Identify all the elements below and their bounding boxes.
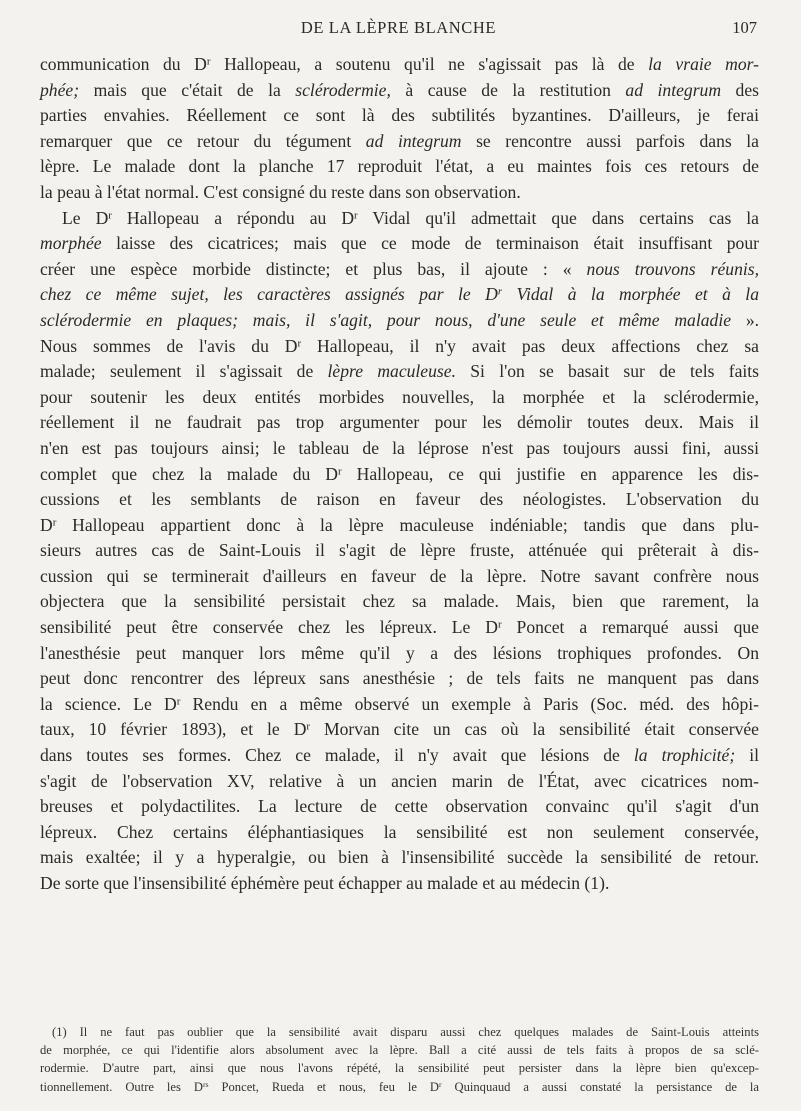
text-line: [40, 410, 759, 436]
text-run: Hallopeau appartient donc à la lèpre maculeuse indéniable; tandis que dans plu-: [56, 514, 759, 535]
text-run: Hallopeau a répondu au D: [111, 207, 355, 228]
text-run: des: [721, 79, 759, 100]
superscript: r: [497, 618, 502, 631]
italic-text: sclérodermie,: [295, 79, 391, 100]
text-line: [40, 103, 759, 129]
text-line: [40, 52, 759, 78]
superscript: rs: [202, 1079, 209, 1089]
text-line: [40, 717, 759, 743]
text-run: Vidal qu'il admettait que dans certains cas la: [357, 207, 759, 228]
text-line: [40, 615, 759, 641]
text-line: [40, 78, 759, 104]
text-run: rodermie. D'autre part, ainsi que nous l'avons répété, la sensibilité peut persister dans la lèpre bien qu'excep-: [40, 1061, 759, 1076]
text-run: breuses et polydactilites. La lecture de cette observation convainc qu'il s'agit d'un: [40, 796, 759, 817]
text-run: n'en est pas toujours ainsi; le tableau de la léprose n'est pas toujours aussi fini, aussi: [40, 437, 759, 458]
page-number: 107: [732, 18, 757, 37]
italic-text: la vraie mor-: [648, 54, 759, 74]
text-run: à cause de la restitution: [390, 79, 626, 100]
text-line: [40, 538, 759, 564]
text-run: taux, 10 février 1893), et le D: [40, 719, 307, 740]
text-run: sieurs autres cas de Saint-Louis il s'agit de lèpre fruste, atténuée qui prêterait à dis-: [40, 540, 759, 561]
italic-text: ad integrum: [625, 79, 722, 100]
superscript: r: [176, 695, 181, 708]
text-line: [40, 334, 759, 360]
text-run: cussion qui se terminerait d'ailleurs en faveur de la lèpre. Notre savant confrère nous: [40, 565, 759, 586]
italic-text: morphée: [40, 233, 102, 254]
footnote-line: [40, 1059, 759, 1077]
text-run: De sorte que l'insensibilité éphémère peut échapper au malade et au médecin (1).: [40, 873, 610, 893]
italic-text: sclérodermie en plaques; mais, il s'agit, pour nous, d'une seule et même maladie: [40, 309, 732, 330]
text-run: Si l'on se basait sur de tels faits: [455, 361, 759, 382]
footnote-line: [40, 1041, 759, 1059]
text-line: [40, 282, 759, 308]
running-title: DE LA LÈPRE BLANCHE: [300, 18, 497, 37]
text-line: [40, 308, 759, 334]
text-line: [40, 769, 759, 795]
text-run: lèpre. Le malade dont la planche 17 reproduit l'état, a eu maintes fois ces retours de: [40, 156, 759, 177]
body-text: [40, 52, 759, 897]
footnote-line: [40, 1078, 759, 1096]
superscript: r: [108, 209, 112, 222]
text-run: parties envahies. Réellement ce sont là des subtilités byzantines. D'ailleurs, je ferai: [40, 105, 759, 126]
text-run: complet que chez la malade du D: [40, 463, 338, 484]
text-line: [40, 641, 759, 667]
text-line: [40, 129, 759, 155]
text-run: laisse des cicatrices; mais que ce mode de terminaison était insuffisant pour: [101, 233, 759, 254]
text-line: [40, 743, 759, 769]
text-run: objectera que la sensibilité persistait chez sa malade. Mais, bien que rarement, la: [40, 591, 759, 612]
text-run: la peau à l'état normal. C'est consigné du reste dans son observation.: [40, 181, 521, 202]
text-run: réellement il ne faudrait pas trop argumenter pour les démolir toutes deux. Mais il: [40, 412, 759, 433]
text-line: [40, 820, 759, 846]
text-run: dans toutes ses formes. Chez ce malade, il n'y avait que lésions de: [40, 745, 634, 766]
text-run: D: [40, 514, 53, 535]
text-line: [40, 513, 759, 539]
text-run: Morvan cite un cas où la sensibilité était conservée: [310, 719, 759, 740]
italic-text: phée;: [40, 79, 80, 100]
text-line: [40, 385, 759, 411]
text-line: [40, 462, 759, 488]
superscript: r: [338, 465, 342, 478]
text-run: se rencontre aussi parfois dans la: [461, 130, 759, 151]
text-run: malade; seulement il s'agissait de: [40, 361, 328, 382]
text-run: Poncet, Rueda et nous, feu le D: [208, 1079, 439, 1094]
running-header: [40, 16, 757, 46]
text-run: peut donc rencontrer des lépreux sans anesthésie ; de tels faits ne manquent pas dans: [40, 668, 759, 689]
text-run: tionnellement. Outre les D: [40, 1079, 203, 1094]
text-line: [40, 257, 759, 283]
superscript: r: [206, 55, 211, 68]
footnote-line: [40, 1023, 759, 1041]
text-run: créer une espèce morbide distincte; et plus bas, il ajoute : «: [40, 258, 587, 279]
italic-text: nous trouvons réunis,: [586, 258, 759, 279]
text-run: Rendu en a même observé un exemple à Paris (Soc. méd. des hôpi-: [180, 693, 759, 714]
italic-text: chez ce même sujet, les caractères assignés par le D: [40, 284, 498, 305]
superscript: r: [297, 337, 302, 350]
superscript: r: [354, 209, 358, 222]
text-line: [40, 436, 759, 462]
italic-text: Vidal à la morphée et à la: [502, 284, 759, 305]
text-run: s'agit de l'observation XV, relative à un ancien marin de l'État, avec cicatrices nom-: [40, 770, 759, 791]
text-run: lépreux. Chez certains éléphantiasiques la sensibilité est non seulement conservée,: [40, 821, 759, 842]
text-run: pour soutenir les deux entités morbides nouvelles, la morphée et la sclérodermie,: [40, 386, 759, 407]
text-run: Nous sommes de l'avis du D: [40, 335, 298, 356]
text-run: communication du D: [40, 54, 207, 74]
text-run: Hallopeau, ce qui justifie en apparence les dis-: [341, 463, 760, 484]
text-run: il: [735, 745, 759, 766]
text-line: [40, 692, 759, 718]
text-run: mais exaltée; il y a hyperalgie, ou bien à l'insensibilité succède la sensibilité de retour.: [40, 847, 759, 868]
text-line: [40, 564, 759, 590]
superscript: r: [497, 285, 503, 298]
text-run: mais que c'était de la: [79, 79, 296, 100]
text-run: sensibilité peut être conservée chez les lépreux. Le D: [40, 617, 498, 638]
text-line: [40, 871, 759, 897]
text-run: la science. Le D: [40, 693, 177, 714]
text-run: Le D: [62, 207, 109, 228]
text-line: [40, 231, 759, 257]
text-line: [40, 206, 759, 232]
text-run: (1) Il ne faut pas oublier que la sensibilité avait disparu aussi chez quelques malades de Saint-Louis atteints: [52, 1025, 759, 1039]
text-line: [40, 180, 759, 206]
text-line: [40, 589, 759, 615]
text-line: [40, 794, 759, 820]
superscript: r: [306, 720, 311, 733]
text-line: [40, 666, 759, 692]
text-run: Hallopeau, il n'y avait pas deux affections chez sa: [301, 335, 759, 356]
text-line: [40, 359, 759, 385]
text-line: [40, 487, 759, 513]
text-run: Poncet a remarqué aussi que: [501, 617, 759, 638]
italic-text: la trophicité;: [633, 745, 736, 766]
italic-text: ad integrum: [365, 130, 462, 151]
text-run: ».: [731, 309, 760, 330]
text-line: [40, 154, 759, 180]
footnotes: [40, 1023, 759, 1096]
superscript: r: [52, 516, 57, 529]
text-run: Quinquaud a aussi constaté la persistance de la: [441, 1079, 759, 1094]
text-run: cussions et les semblants de raison en faveur des néologistes. L'observation du: [40, 489, 759, 510]
text-line: [40, 845, 759, 871]
italic-text: lèpre maculeuse.: [327, 361, 456, 382]
text-run: Hallopeau, a soutenu qu'il ne s'agissait pas là de: [210, 54, 649, 74]
superscript: r: [438, 1079, 442, 1089]
text-run: remarquer que ce retour du tégument: [40, 130, 366, 151]
text-run: de morphée, ce qui l'identifie alors absolument avec la lèpre. Ball a cité aussi de tels faits à propos de sa sclé-: [40, 1043, 759, 1058]
text-run: l'anesthésie peut manquer lors même qu'il y a des lésions trophiques profondes. On: [40, 642, 759, 663]
